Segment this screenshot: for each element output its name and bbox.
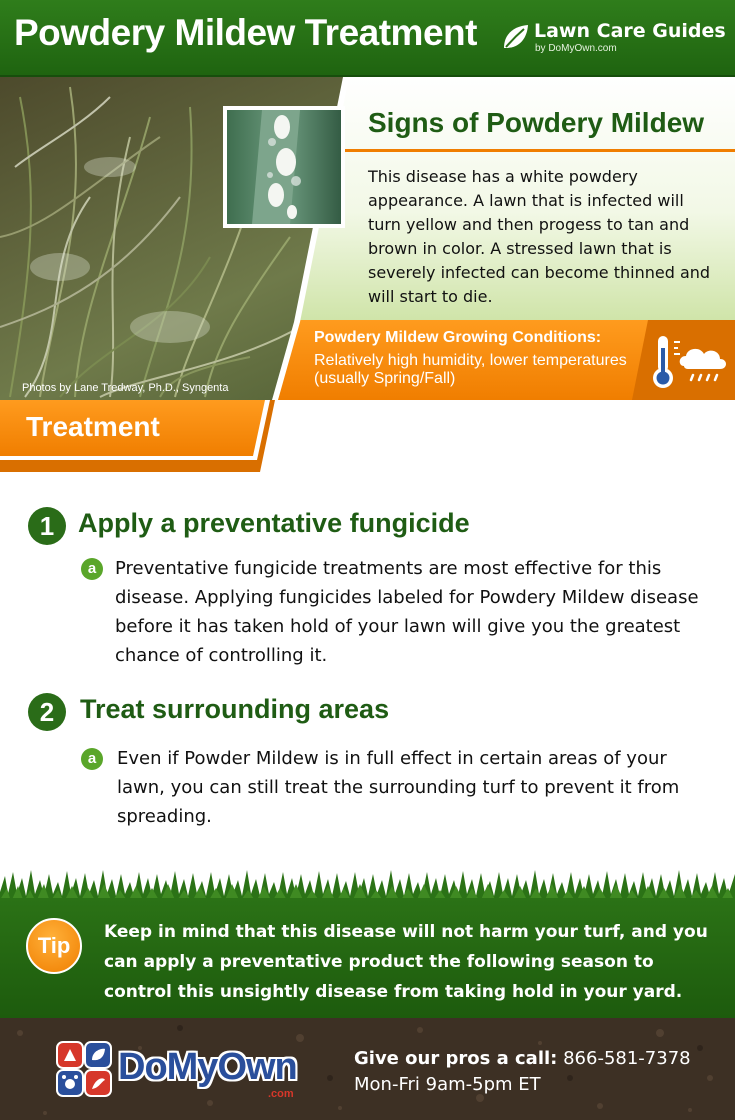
brand-name: Lawn Care Guides xyxy=(534,20,726,42)
photo-credit: Photos by Lane Tredway, Ph.D., Syngenta xyxy=(22,382,229,394)
footer xyxy=(0,1018,735,1120)
domyown-logo-text[interactable]: DoMyOwn xyxy=(118,1046,297,1088)
treatment-label: Treatment xyxy=(26,411,160,442)
leaf-icon xyxy=(500,22,530,52)
phone-number[interactable]: 866-581-7378 xyxy=(563,1048,691,1069)
call-label: Give our pros a call: xyxy=(354,1048,558,1069)
tip-text: Keep in mind that this disease will not harm your turf, and you can apply a preventative product the following season to control this unsightly disease from taking hold in your yard. xyxy=(104,922,708,1002)
step-1-sub-badge: a xyxy=(81,558,103,580)
brand-subtitle: by DoMyOwn.com xyxy=(535,43,617,54)
signs-title: Signs of Powdery Mildew xyxy=(368,107,705,138)
step-1-title: Apply a preventative fungicide xyxy=(78,508,470,538)
signs-description: This disease has a white powdery appearance. A lawn that is infected will turn yellow and then progess to tan and brown in color. A stressed lawn that is severely infected can become thinned and will start to die. xyxy=(368,167,711,306)
step-2-number: 2 xyxy=(28,693,66,731)
hero-section xyxy=(0,77,735,400)
step-2-sub-badge: a xyxy=(81,748,103,770)
domyown-logo-icon[interactable] xyxy=(55,1040,113,1098)
step-1-number: 1 xyxy=(28,507,66,545)
step-2-title: Treat surrounding areas xyxy=(80,694,390,724)
header-bar xyxy=(0,0,735,77)
page-title: Powdery Mildew Treatment xyxy=(14,12,477,53)
domyown-logo-com: .com xyxy=(268,1088,294,1100)
call-line xyxy=(354,1048,691,1069)
brand-logo[interactable] xyxy=(500,18,725,58)
conditions-text: Relatively high humidity, lower temperatures (usually Spring/Fall) xyxy=(314,352,627,387)
thermometer-cloud-icon xyxy=(648,332,732,392)
tip-badge: Tip xyxy=(26,918,82,974)
step-1-text: Preventative fungicide treatments are most effective for this disease. Applying fungicides labeled for Powdery Mildew disease before it has taken hold of your lawn will give you the greatest chance of controlling it. xyxy=(115,558,699,666)
step-2-text: Even if Powder Mildew is in full effect in certain areas of your lawn, you can still treat the surrounding turf to prevent it from spreading. xyxy=(117,748,680,827)
business-hours: Mon-Fri 9am-5pm ET xyxy=(354,1074,541,1095)
conditions-title: Powdery Mildew Growing Conditions: xyxy=(314,329,602,346)
